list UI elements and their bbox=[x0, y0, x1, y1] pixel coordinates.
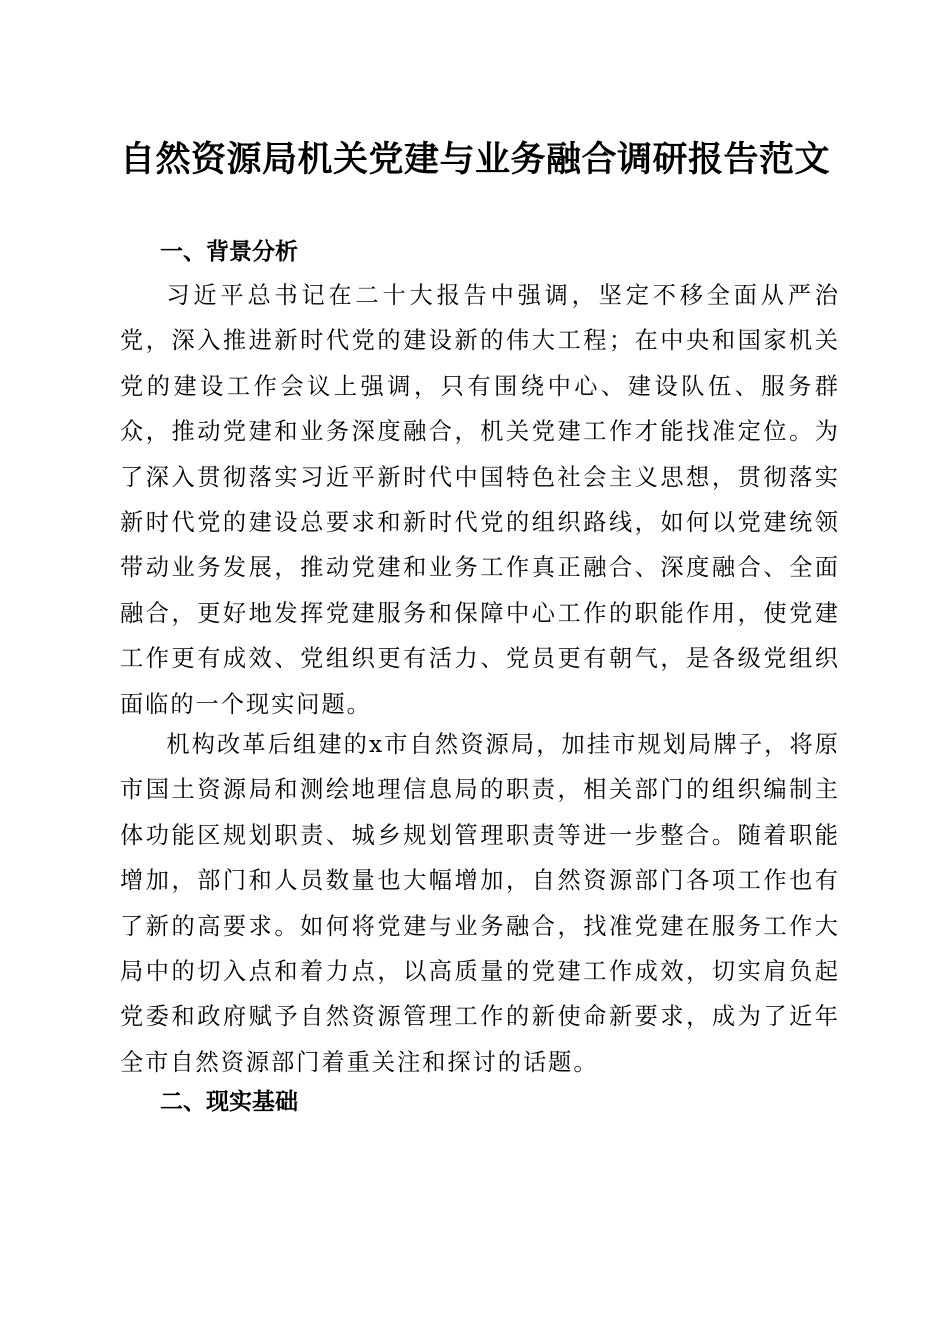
section-heading-background: 一、背景分析 bbox=[160, 239, 298, 265]
paragraph-background-1: 习近平总书记在二十大报告中强调，坚定不移全面从严治党，深入推进新时代党的建设新的伟大工程；在中央和国家机关党的建设工作会议上强调，只有围绕中心、建设队伍、服务群众，推动党建和业务深度融合，机关党建工作才能找准定位。为了深入贯彻落实习近平新时代中国特色社会主义思想，贯彻落实新时代党的建设总要求和新时代党的组织路线，如何以党建统领带动业务发展，推动党建和业务工作真正融合、深度融合、全面融合，更好地发挥党建服务和保障中心工作的职能作用，使党建工作更有成效、党组织更有活力、党员更有朝气，是各级党组织面临的一个现实问题。 bbox=[120, 282, 840, 718]
section-heading-basis: 二、现实基础 bbox=[160, 1089, 298, 1115]
paragraph-background-2: 机构改革后组建的x市自然资源局，加挂市规划局牌子，将原市国土资源局和测绘地理信息局的职责，相关部门的组织编制主体功能区规划职责、城乡规划管理职责等进一步整合。随着职能增加，部门和人员数量也大幅增加，自然资源部门各项工作也有了新的高要求。如何将党建与业务融合，找准党建在服务工作大局中的切入点和着力点，以高质量的党建工作成效，切实肩负起党委和政府赋予自然资源管理工作的新使命新要求，成为了近年全市自然资源部门着重关注和探讨的话题。 bbox=[120, 731, 840, 1076]
document-title: 自然资源局机关党建与业务融合调研报告范文 bbox=[119, 139, 830, 180]
